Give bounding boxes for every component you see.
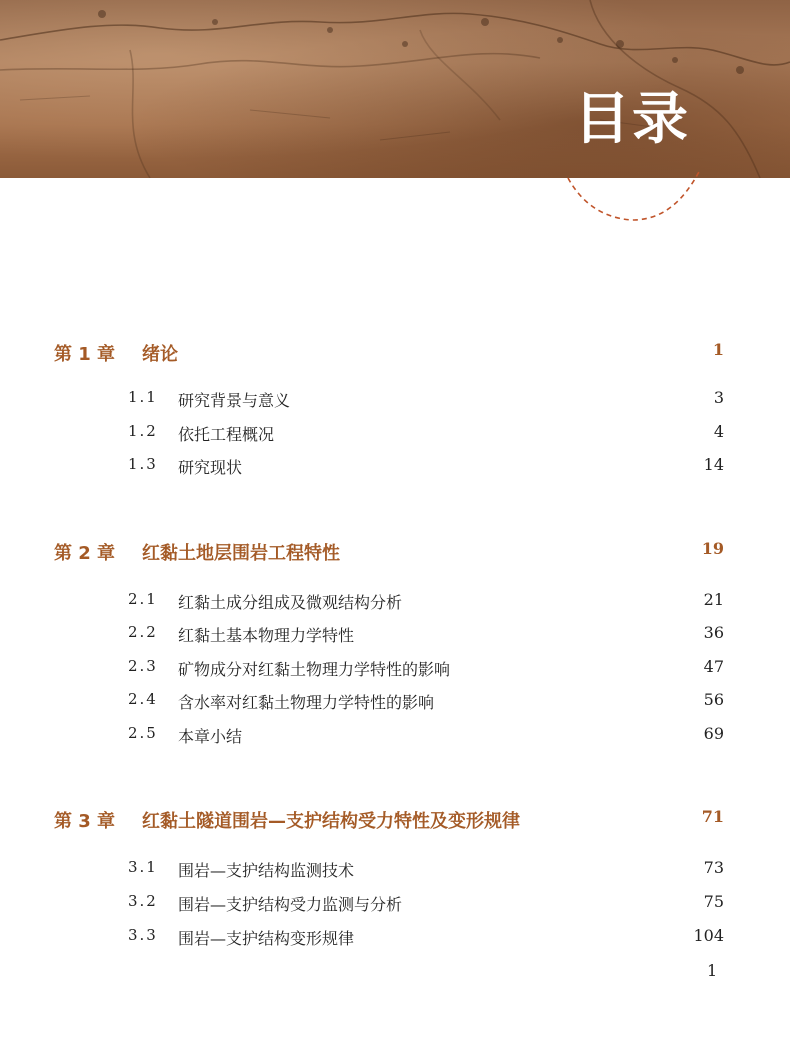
section-title: 本章小结: [178, 727, 243, 746]
section-page-number: 47: [703, 657, 724, 676]
page-folio-number: 1: [707, 961, 718, 980]
section-page-number: 56: [703, 690, 724, 709]
section-number: 2.3: [128, 657, 158, 675]
toc-section-1-3[interactable]: [128, 455, 724, 481]
toc-section-1-2[interactable]: [128, 422, 724, 448]
toc-section-2-4[interactable]: [128, 690, 724, 716]
section-page-number: 75: [703, 892, 724, 911]
section-number: 3.2: [128, 892, 158, 910]
section-number: 3.3: [128, 926, 158, 944]
chapter-page-number: 71: [701, 807, 724, 826]
section-title: 依托工程概况: [178, 425, 275, 444]
toc-section-1-1[interactable]: [128, 388, 724, 414]
chapter-page-number: 19: [701, 539, 724, 558]
section-number: 1.2: [128, 422, 158, 440]
section-title: 围岩—支护结构监测技术: [178, 861, 355, 880]
section-number: 2.1: [128, 590, 158, 608]
chapter-label: 第 3 章: [54, 811, 116, 832]
section-title: 研究背景与意义: [178, 391, 291, 410]
page-title: 目录: [574, 87, 690, 152]
section-number: 2.5: [128, 724, 158, 742]
toc-section-2-3[interactable]: [128, 657, 724, 683]
toc-section-3-1[interactable]: [128, 858, 724, 884]
toc-section-3-2[interactable]: [128, 892, 724, 918]
section-number: 2.4: [128, 690, 158, 708]
toc-section-2-5[interactable]: [128, 724, 724, 750]
chapter-page-number: 1: [712, 340, 724, 359]
toc-section-2-1[interactable]: [128, 590, 724, 616]
toc-section-3-3[interactable]: [128, 926, 724, 952]
section-page-number: 21: [703, 590, 724, 609]
chapter-label: 第 1 章: [54, 344, 116, 365]
section-number: 1.1: [128, 388, 158, 406]
section-number: 2.2: [128, 623, 158, 641]
section-page-number: 36: [703, 623, 724, 642]
toc-chapter-2[interactable]: [54, 539, 724, 569]
chapter-title: 红黏土地层围岩工程特性: [142, 543, 340, 564]
section-title: 含水率对红黏土物理力学特性的影响: [178, 693, 435, 712]
chapter-title: 绪论: [142, 344, 178, 365]
section-page-number: 73: [703, 858, 724, 877]
toc-chapter-1[interactable]: [54, 340, 724, 370]
section-page-number: 3: [713, 388, 724, 407]
section-title: 围岩—支护结构受力监测与分析: [178, 895, 403, 914]
section-title: 红黏土基本物理力学特性: [178, 626, 355, 645]
section-page-number: 104: [693, 926, 724, 945]
section-title: 围岩—支护结构变形规律: [178, 929, 355, 948]
toc-chapter-3[interactable]: [54, 807, 724, 837]
section-title: 红黏土成分组成及微观结构分析: [178, 593, 403, 612]
chapter-label: 第 2 章: [54, 543, 116, 564]
section-page-number: 69: [703, 724, 724, 743]
section-number: 1.3: [128, 455, 158, 473]
section-title: 矿物成分对红黏土物理力学特性的影响: [178, 660, 451, 679]
toc-section-2-2[interactable]: [128, 623, 724, 649]
chapter-title: 红黏土隧道围岩—支护结构受力特性及变形规律: [142, 811, 520, 832]
section-page-number: 4: [713, 422, 724, 441]
section-title: 研究现状: [178, 458, 243, 477]
section-page-number: 14: [703, 455, 724, 474]
section-number: 3.1: [128, 858, 158, 876]
